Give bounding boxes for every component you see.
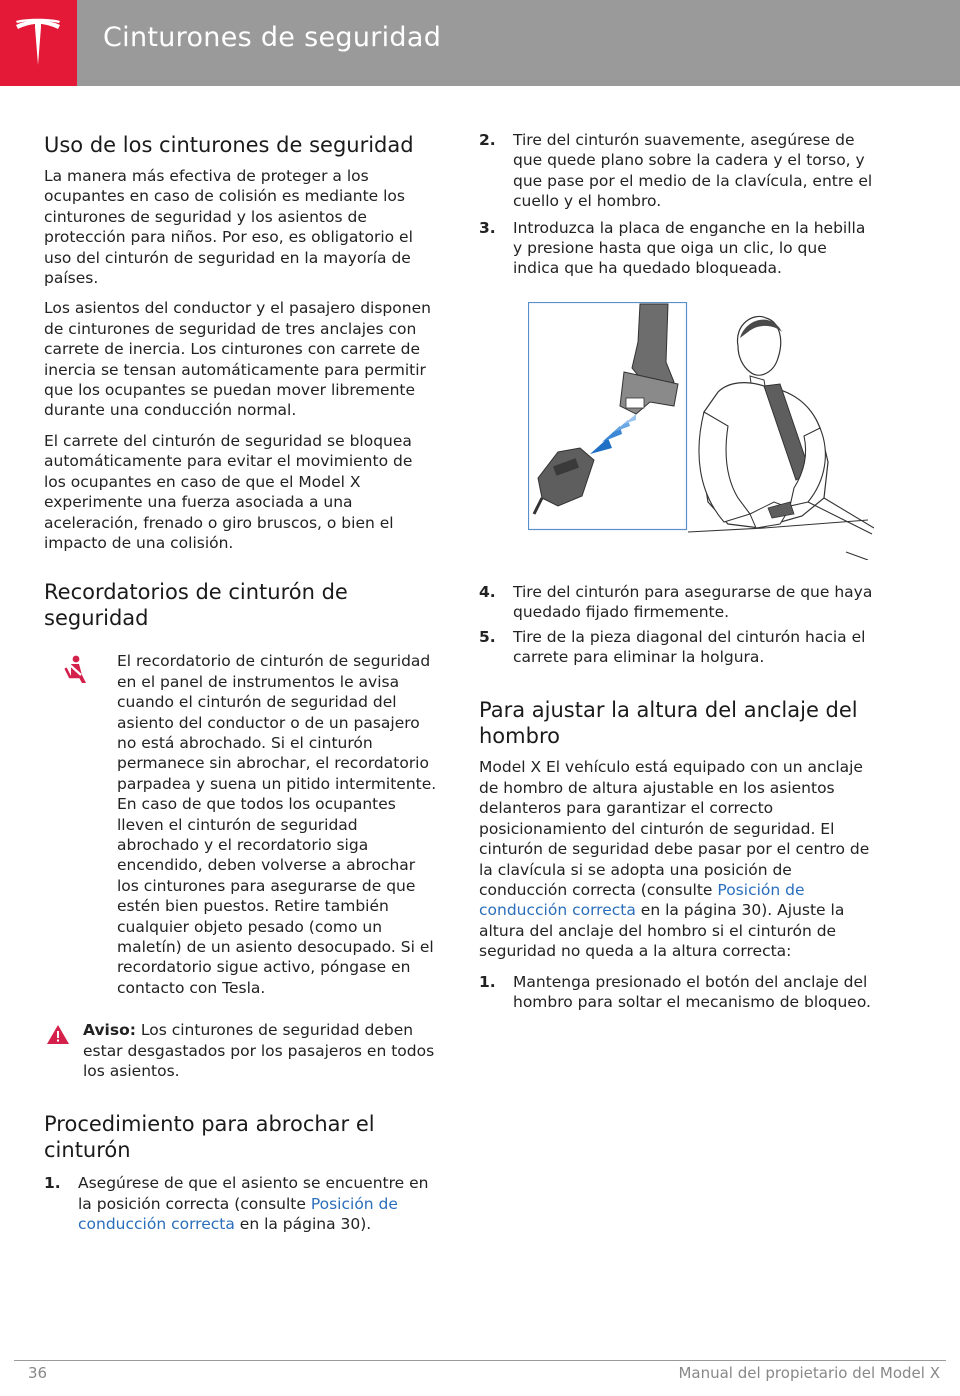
list-item xyxy=(44,1173,438,1234)
seatbelt-reminder-icon xyxy=(62,655,88,685)
list-item xyxy=(479,972,873,1013)
list-number: 1. xyxy=(44,1174,61,1193)
page-header xyxy=(0,0,960,86)
warning-text-block xyxy=(83,1020,438,1081)
tesla-logo-icon xyxy=(12,17,64,69)
paragraph-anclaje-a: Model X El vehículo está equipado con un anclaje de hombro de altura ajustable en los asientos delanteros para garantizar el correcto posicionamiento del cinturón de seguridad. El cinturón de seguridad debe pasar por el centro de la clavícula si se adopta una posición de conducción correcta (consulte xyxy=(479,758,870,899)
paragraph-anclaje xyxy=(479,757,873,961)
footer-divider xyxy=(14,1360,946,1361)
warning-text: Los cinturones de seguridad deben estar desgastados por los pasajeros en todos los asientos. xyxy=(83,1021,435,1081)
list-number: 4. xyxy=(479,582,496,601)
list-number: 3. xyxy=(479,218,496,237)
warning-triangle-icon xyxy=(46,1024,70,1045)
section-title-recordatorios: Recordatorios de cinturón de seguridad xyxy=(44,580,348,631)
link-posicion-conduccion-2[interactable]: Posición de conducción correcta xyxy=(479,880,805,920)
list-number: 1. xyxy=(479,972,496,991)
list-number: 2. xyxy=(479,131,496,149)
section-title-procedimiento: Procedimiento para abrochar el cinturón xyxy=(44,1112,375,1163)
list-item xyxy=(479,218,873,279)
step-text: Asegúrese de que el asiento se encuentre en la posición correcta (consulte xyxy=(78,1174,429,1213)
step-text: Tire del cinturón suavemente, asegúrese de que quede plano sobre la cadera y el torso, y que pase por el medio de la clavícula, entre el cuello y el hombro. xyxy=(513,131,873,211)
warning-label: Aviso: xyxy=(83,1021,136,1040)
paragraph-uso-1: La manera más efectiva de proteger a los ocupantes en caso de colisión es mediante los cinturones de seguridad y los asientos de protección para niños. Por eso, es obligatorio el uso del cinturón de seguridad en la mayoría de países. xyxy=(44,167,413,288)
list-item xyxy=(479,582,873,623)
link-posicion-conduccion[interactable]: Posición de conducción correcta xyxy=(78,1194,398,1234)
header-title: Cinturones de seguridad xyxy=(103,22,442,53)
section-title-ajustar-anclaje: Para ajustar la altura del anclaje del hombro xyxy=(479,698,858,749)
right-column xyxy=(479,128,873,1012)
step-text: en la página 30). xyxy=(234,1215,372,1234)
list-number: 5. xyxy=(479,627,496,646)
tesla-logo xyxy=(0,0,77,86)
paragraph-uso-2: Los asientos del conductor y el pasajero disponen de cinturones de seguridad de tres anclajes con carrete de inercia. Los cinturones con carrete de inercia se tensan automáticamente para permitir que los ocupantes se puedan mover libremente durante una conducción normal. xyxy=(44,299,431,420)
left-column xyxy=(44,128,438,1235)
step-text: Mantenga presionado el botón del anclaje del hombro para soltar el mecanismo de bloqueo. xyxy=(513,972,871,1011)
paragraph-anclaje-b: en la página 30). Ajuste la altura del anclaje del hombro si el cinturón de seguridad no queda a la altura correcta: xyxy=(479,901,845,961)
reminder-note xyxy=(44,651,438,998)
step-text: Tire de la pieza diagonal del cinturón hacia el carrete para eliminar la holgura. xyxy=(513,627,866,667)
list-item xyxy=(479,627,873,668)
reminder-note-text: El recordatorio de cinturón de seguridad en el panel de instrumentos le avisa cuando el cinturón de seguridad del asiento del conductor o de un pasajero no está abrochado. Si el cinturón permanece sin abrochar, el recordatorio parpadea y suena un pitido intermitente. En caso de que todos los ocupantes lleven el cinturón de seguridad abrochado y el recordatorio siga encendido, deben volverse a abrochar los cinturones para asegurarse de que estén bien puestos. Retire también cualquier objeto pesado (como un maletín) de un asiento desocupado. Si el recordatorio sigue activo, póngase en contacto con Tesla. xyxy=(117,652,437,997)
seatbelt-illustration xyxy=(528,302,874,560)
list-item xyxy=(479,130,873,212)
seatbelt-illustration-image xyxy=(528,302,874,560)
step-text: Introduzca la placa de enganche en la hebilla y presione hasta que oiga un clic, lo que indica que ha quedado bloqueada. xyxy=(513,218,866,278)
manual-title: Manual del propietario del Model X xyxy=(678,1364,940,1382)
section-title-uso: Uso de los cinturones de seguridad xyxy=(44,133,414,157)
page-number: 36 xyxy=(28,1364,48,1382)
warning-note xyxy=(44,1020,438,1081)
paragraph-uso-3: El carrete del cinturón de seguridad se bloquea automáticamente para evitar el movimiento de los ocupantes en caso de que el Model X experimente una fuerza asociada a una aceleración, frenado o giro bruscos, o bien el impacto de una colisión. xyxy=(44,431,413,552)
step-text: Tire del cinturón para asegurarse de que haya quedado fijado firmemente. xyxy=(513,582,873,622)
